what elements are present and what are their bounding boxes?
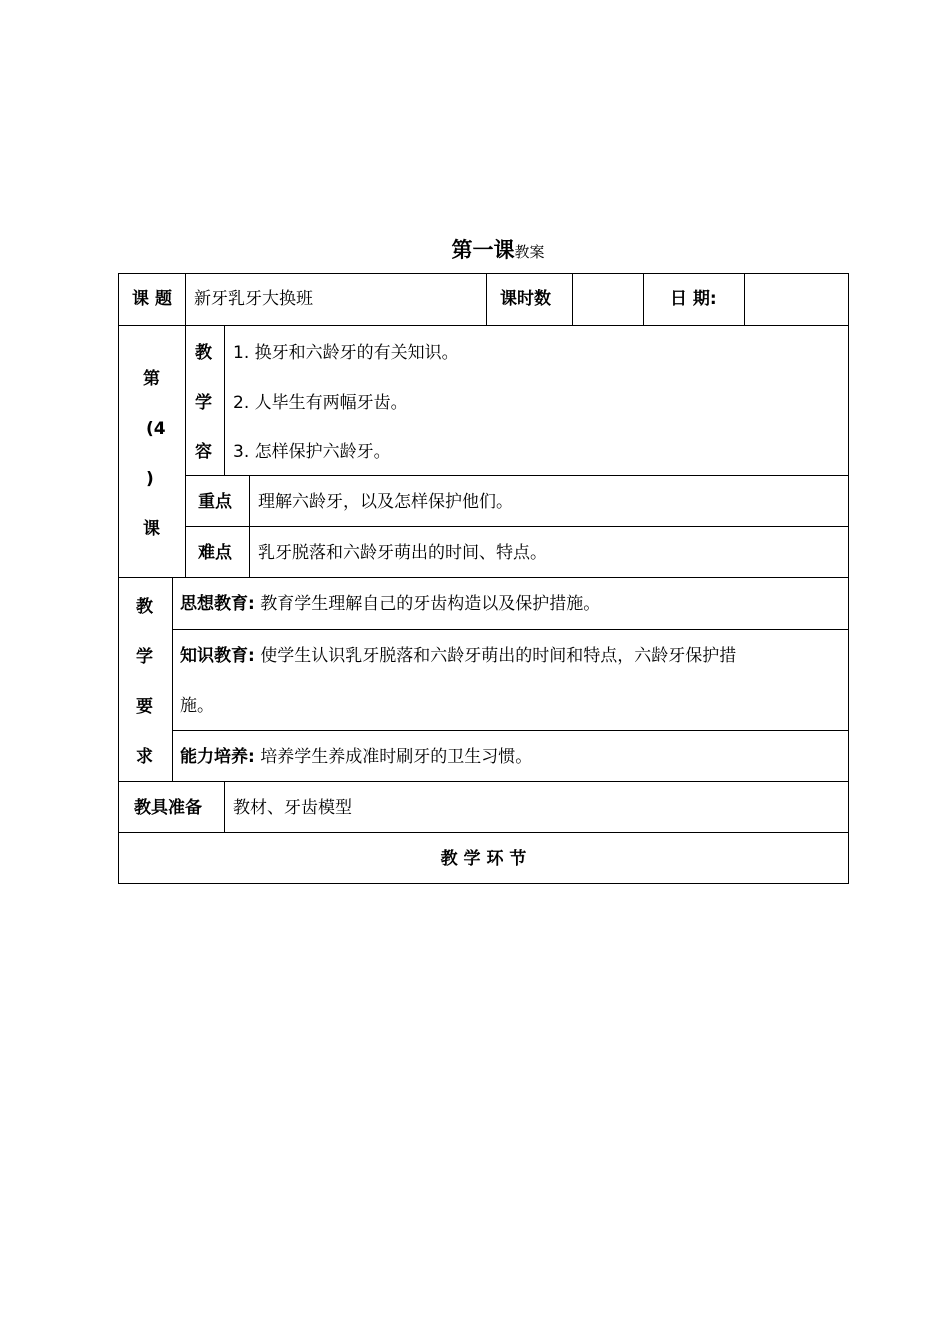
difficulty-value: 乳牙脱落和六龄牙萌出的时间、特点。 <box>258 543 547 563</box>
ability-cell <box>172 730 849 782</box>
difficulty-label: 难点 <box>198 543 232 563</box>
key-point-label-cell <box>185 475 250 527</box>
knowledge-value-line1: 使学生认识乳牙脱落和六龄牙萌出的时间和特点，六龄牙保护措 <box>260 646 737 666</box>
materials-label-cell <box>118 781 225 833</box>
requirements-label-char-3: 要 <box>136 697 153 717</box>
ability-label: 能力培养: <box>180 747 255 767</box>
requirements-label-char-1: 教 <box>136 597 153 617</box>
ideology-cell <box>172 577 849 630</box>
subject-label-cell <box>118 273 186 326</box>
content-label-char-2: 学 <box>195 393 212 413</box>
lesson-number-char-4: 课 <box>143 519 160 539</box>
hours-value-cell <box>572 273 644 326</box>
key-point-label: 重点 <box>198 492 232 512</box>
date-value-cell <box>744 273 849 326</box>
subject-label: 课 题 <box>132 289 172 309</box>
key-point-value: 理解六龄牙，以及怎样保护他们。 <box>258 492 513 512</box>
subject-value: 新牙乳牙大换班 <box>194 289 313 309</box>
lesson-plan-title <box>0 234 950 264</box>
materials-value: 教材、牙齿模型 <box>233 798 352 818</box>
key-point-value-cell <box>249 475 849 527</box>
knowledge-value-line2: 施。 <box>180 696 214 716</box>
requirements-label-char-4: 求 <box>136 747 153 767</box>
title-main: 第一课 <box>451 238 515 262</box>
teaching-section-cell <box>118 832 849 884</box>
lesson-number-cell <box>118 325 186 578</box>
lesson-number-char-2: (4 <box>146 419 166 439</box>
ideology-label: 思想教育: <box>180 594 255 614</box>
title-sub: 教案 <box>514 243 545 261</box>
content-items-cell <box>224 325 849 476</box>
teaching-section-label: 教 学 环 节 <box>440 849 527 869</box>
subject-value-cell <box>185 273 487 326</box>
content-item: 1. 换牙和六龄牙的有关知识。 <box>233 343 459 363</box>
materials-value-cell <box>224 781 849 833</box>
content-label-cell <box>185 325 225 476</box>
content-label-char-3: 容 <box>195 442 212 462</box>
knowledge-label: 知识教育: <box>180 646 255 666</box>
hours-label: 课时数 <box>500 289 551 309</box>
difficulty-label-cell <box>185 526 250 578</box>
difficulty-value-cell <box>249 526 849 578</box>
ability-value: 培养学生养成准时刷牙的卫生习惯。 <box>260 747 533 767</box>
content-item: 2. 人毕生有两幅牙齿。 <box>233 393 408 413</box>
requirements-label-char-2: 学 <box>136 647 153 667</box>
lesson-plan-table <box>118 273 849 884</box>
content-item: 3. 怎样保护六龄牙。 <box>233 442 391 462</box>
lesson-number-char-3: ) <box>146 469 154 489</box>
date-label-cell <box>643 273 745 326</box>
hours-label-cell <box>486 273 573 326</box>
lesson-number-char-1: 第 <box>143 369 160 389</box>
ideology-value: 教育学生理解自己的牙齿构造以及保护措施。 <box>260 594 601 614</box>
date-label: 日 期: <box>670 289 717 309</box>
requirements-label-cell <box>118 577 173 782</box>
content-label-char-1: 教 <box>195 343 212 363</box>
knowledge-cell <box>172 629 849 731</box>
materials-label: 教具准备 <box>134 798 202 818</box>
